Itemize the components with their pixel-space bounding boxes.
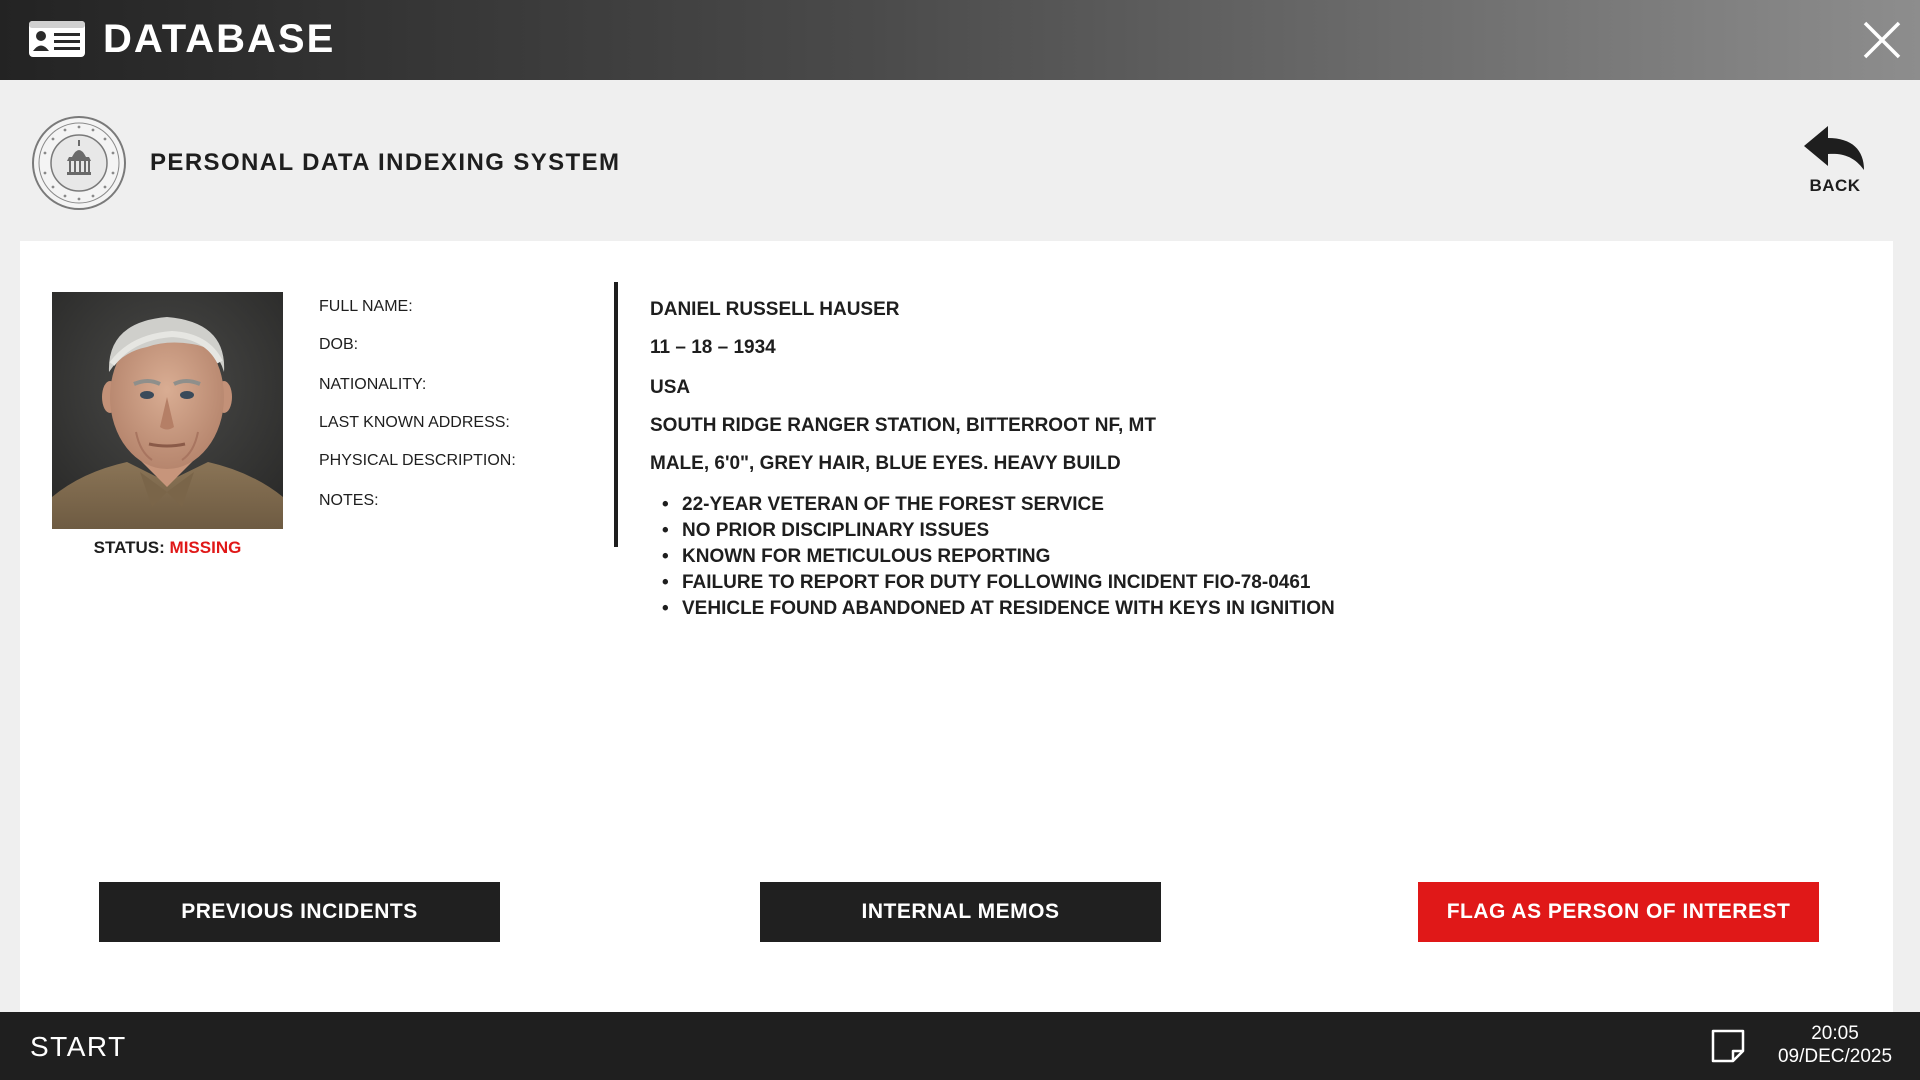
field-value-address: SOUTH RIDGE RANGER STATION, BITTERROOT NF, MT bbox=[650, 415, 1156, 436]
id-card-icon bbox=[28, 20, 86, 58]
start-button[interactable]: START bbox=[30, 1031, 127, 1062]
status-value: MISSING bbox=[169, 538, 242, 557]
field-label-dob: DOB: bbox=[319, 336, 359, 353]
window-title: DATABASE bbox=[103, 17, 336, 61]
field-label-notes: NOTES: bbox=[319, 492, 379, 509]
previous-incidents-button[interactable]: PREVIOUS INCIDENTS bbox=[99, 882, 500, 942]
field-value-dob: 11 – 18 – 1934 bbox=[650, 337, 776, 358]
system-title: PERSONAL DATA INDEXING SYSTEM bbox=[150, 149, 621, 176]
field-label-physical: PHYSICAL DESCRIPTION: bbox=[319, 452, 516, 469]
close-icon[interactable] bbox=[1862, 20, 1902, 60]
clock bbox=[1760, 1022, 1910, 1068]
field-label-full-name: FULL NAME: bbox=[319, 298, 413, 315]
field-value-physical: MALE, 6'0", GREY HAIR, BLUE EYES. HEAVY BUILD bbox=[650, 453, 1121, 474]
clock-time: 20:05 bbox=[1811, 1023, 1859, 1044]
status-label: STATUS: bbox=[93, 538, 165, 557]
note-item: • 22-YEAR VETERAN OF THE FOREST SERVICE bbox=[660, 492, 1335, 518]
field-label-nationality: NATIONALITY: bbox=[319, 376, 427, 393]
field-label-address: LAST KNOWN ADDRESS: bbox=[319, 414, 510, 431]
agency-seal-icon bbox=[31, 115, 127, 211]
taskbar bbox=[0, 1012, 1920, 1080]
note-item: • VEHICLE FOUND ABANDONED AT RESIDENCE WITH KEYS IN IGNITION bbox=[660, 596, 1335, 622]
back-label: BACK bbox=[1809, 176, 1861, 195]
notes-list bbox=[660, 492, 1335, 622]
note-item: • FAILURE TO REPORT FOR DUTY FOLLOWING INCIDENT FIO-78-0461 bbox=[660, 570, 1335, 596]
note-item: • KNOWN FOR METICULOUS REPORTING bbox=[660, 544, 1335, 570]
sticky-note-icon[interactable] bbox=[1710, 1028, 1746, 1064]
internal-memos-button[interactable]: INTERNAL MEMOS bbox=[760, 882, 1161, 942]
clock-date: 09/DEC/2025 bbox=[1777, 1046, 1893, 1067]
title-bar bbox=[0, 0, 1920, 80]
subject-photo bbox=[52, 292, 283, 529]
flag-person-of-interest-button[interactable]: FLAG AS PERSON OF INTEREST bbox=[1418, 882, 1819, 942]
note-item: • NO PRIOR DISCIPLINARY ISSUES bbox=[660, 518, 1335, 544]
field-value-full-name: DANIEL RUSSELL HAUSER bbox=[650, 299, 900, 320]
field-value-nationality: USA bbox=[650, 377, 691, 398]
status-line bbox=[52, 538, 283, 558]
back-arrow-icon bbox=[1802, 124, 1868, 174]
vertical-divider bbox=[614, 282, 618, 547]
back-button[interactable] bbox=[1792, 124, 1878, 198]
